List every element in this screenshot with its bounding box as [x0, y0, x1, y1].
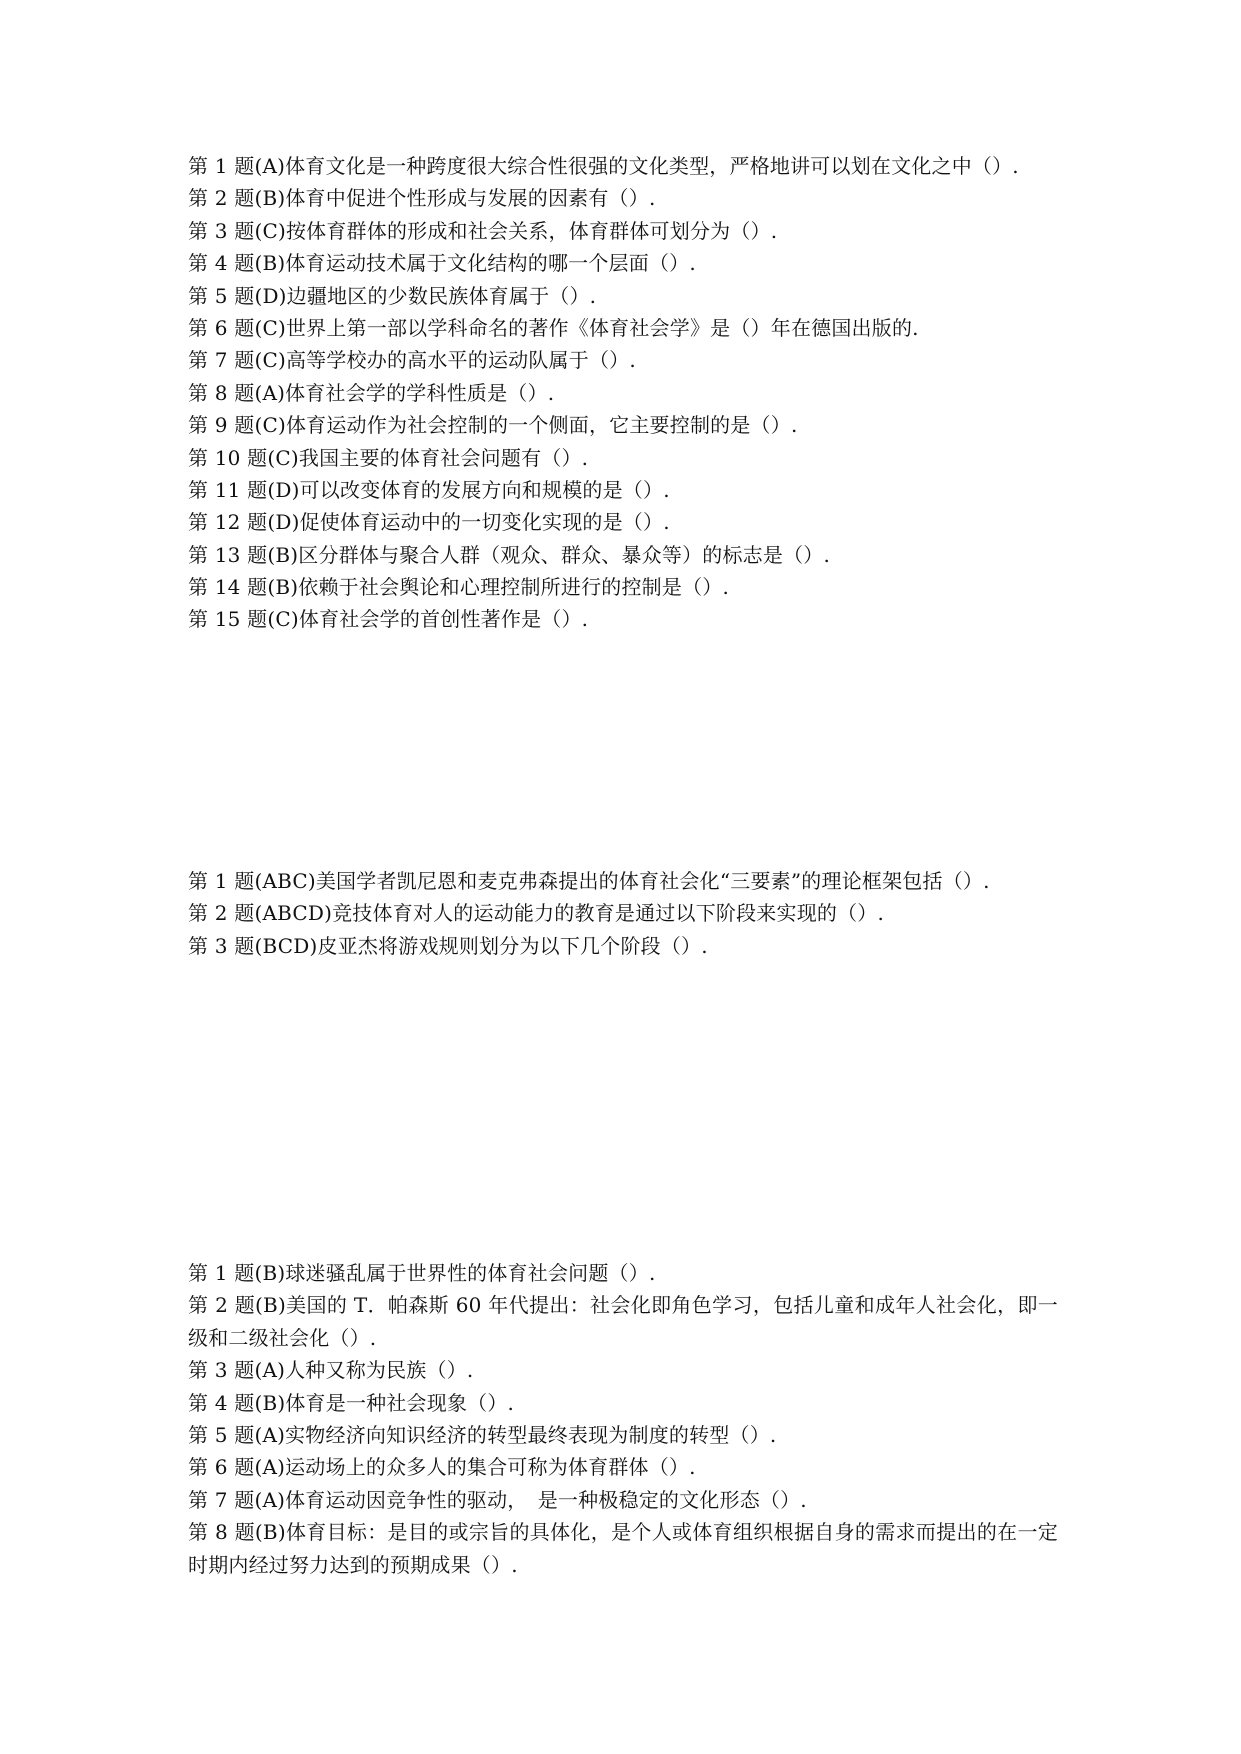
question-line: 第 3 题(C)按体育群体的形成和社会关系，体育群体可划分为（）.: [188, 218, 778, 243]
single-choice-answers: [188, 150, 1058, 636]
question-line: 第 4 题(B)体育是一种社会现象（）.: [188, 1390, 515, 1415]
question-line: 第 8 题(B)体育目标：是目的或宗旨的具体化，是个人或体育组织根据自身的需求而提出的在一定时期内经过努力达到的预期成果（）.: [188, 1520, 1058, 1577]
question-line: 第 5 题(D)边疆地区的少数民族体育属于（）.: [188, 283, 597, 308]
multiple-choice-answers: [188, 865, 1058, 962]
question-line: 第 3 题(A)人种又称为民族（）.: [188, 1358, 474, 1383]
question-line: 第 8 题(A)体育社会学的学科性质是（）.: [188, 380, 555, 405]
question-line: 第 11 题(D)可以改变体育的发展方向和规模的是（）.: [188, 477, 670, 502]
question-line: 第 7 题(C)高等学校办的高水平的运动队属于（）.: [188, 348, 636, 373]
question-line: 第 2 题(B)体育中促进个性形成与发展的因素有（）.: [188, 186, 656, 211]
question-line: 第 6 题(C)世界上第一部以学科命名的著作《体育社会学》是（）年在德国出版的.: [188, 315, 919, 340]
question-line: 第 10 题(C)我国主要的体育社会问题有（）.: [188, 445, 589, 470]
question-line: 第 15 题(C)体育社会学的首创性著作是（）.: [188, 607, 589, 632]
question-line: 第 2 题(ABCD)竞技体育对人的运动能力的教育是通过以下阶段来实现的（）.: [188, 901, 885, 926]
question-line: 第 2 题(B)美国的 T．帕森斯 60 年代提出：社会化即角色学习，包括儿童和成年人社会化，即一级和二级社会化（）.: [188, 1293, 1058, 1350]
question-line: 第 5 题(A)实物经济向知识经济的转型最终表现为制度的转型（）.: [188, 1422, 777, 1447]
true-false-answers: [188, 1257, 1058, 1581]
question-line: 第 1 题(ABC)美国学者凯尼恩和麦克弗森提出的体育社会化“三要素”的理论框架包括（）.: [188, 869, 990, 893]
question-line: 第 9 题(C)体育运动作为社会控制的一个侧面，它主要控制的是（）.: [188, 413, 798, 438]
question-line: 第 3 题(BCD)皮亚杰将游戏规则划分为以下几个阶段（）.: [188, 933, 708, 958]
question-line: 第 6 题(A)运动场上的众多人的集合可称为体育群体（）.: [188, 1455, 696, 1480]
question-line: 第 1 题(A)体育文化是一种跨度很大综合性很强的文化类型，严格地讲可以划在文化之中（）.: [188, 154, 1019, 178]
question-line: 第 13 题(B)区分群体与聚合人群（观众、群众、暴众等）的标志是（）.: [188, 542, 831, 567]
question-line: 第 1 题(B)球迷骚乱属于世界性的体育社会问题（）.: [188, 1261, 656, 1285]
question-line: 第 14 题(B)依赖于社会舆论和心理控制所进行的控制是（）.: [188, 575, 730, 600]
question-line: 第 12 题(D)促使体育运动中的一切变化实现的是（）.: [188, 510, 670, 535]
question-line: 第 7 题(A)体育运动因竞争性的驱动， 是一种极稳定的文化形态（）.: [188, 1487, 807, 1512]
question-line: 第 4 题(B)体育运动技术属于文化结构的哪一个层面（）.: [188, 251, 696, 276]
